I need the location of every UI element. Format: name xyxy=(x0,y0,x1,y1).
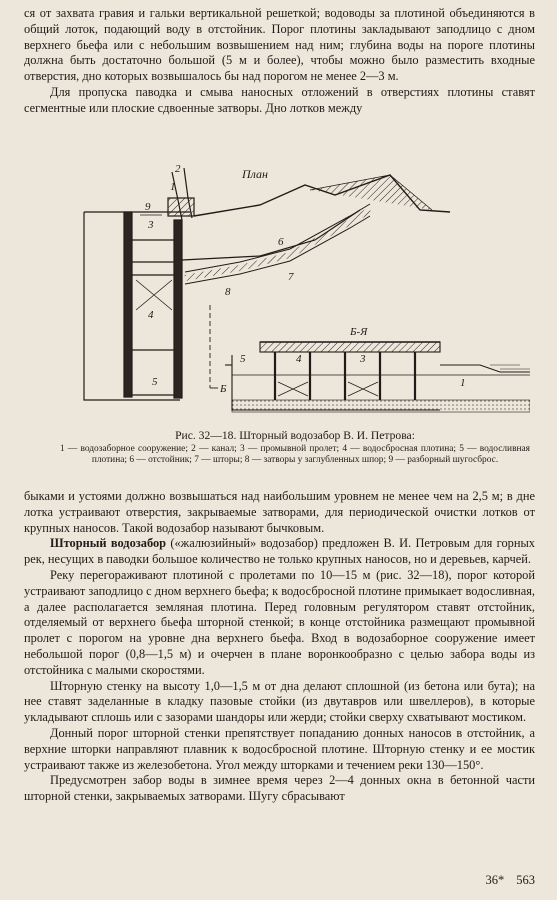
paragraph-continuation: ся от захвата гравия и гальки вертикальной решеткой; водоводы за плотиной объединяются в общий лоток, подающий воду в отстойник. Порог плотины закладывают заподлицо с дном верхнего бьефа или с небольшим возвышением над ним; глубина воды на пороге плотины должна быть достаточно большой (5 м и более), чтобы можно было разместить входные отверстия, дно которых возвышалось бы над порогом не менее 2—3 м. xyxy=(24,6,535,84)
paragraph-curtain-intake: Шторный водозабор («жалюзийный» водозабор) предложен В. И. Петровым для горных рек, несущих в паводки большое количество не только крупных наносов, но и деревьев, карчей. xyxy=(24,536,535,567)
plan-view xyxy=(84,168,450,400)
label-8: 8 xyxy=(225,286,231,298)
section-label-3: 3 xyxy=(360,353,366,365)
section-label: Б-Я xyxy=(350,326,368,338)
section-label-5: 5 xyxy=(240,353,246,365)
cut-label: Б xyxy=(220,383,227,395)
caption-title: Рис. 32—18. Шторный водозабор В. И. Петрова: xyxy=(175,429,415,442)
page-footer xyxy=(474,873,536,888)
section-label-4: 4 xyxy=(296,353,302,365)
label-7: 7 xyxy=(288,271,294,283)
label-5: 5 xyxy=(152,376,158,388)
label-1: 1 xyxy=(170,181,176,193)
label-3: 3 xyxy=(148,219,154,231)
plan-label: План xyxy=(242,167,268,181)
paragraph-winter-intake: Предусмотрен забор воды в зимнее время через 2—4 донных окна в бетонной части шторной стенки, закрываемых затворами. Шугу сбрасывают xyxy=(24,773,535,804)
section-label-1: 1 xyxy=(460,377,466,389)
label-4: 4 xyxy=(148,309,154,321)
section-view xyxy=(225,342,530,412)
caption-legend: 1 — водозаборное сооружение; 2 — канал; 3 — промывной пролет; 4 — водосбросная плотина; 5 — водосливная плотина; 6 — отстойник; 7 — шторы; 8 — затворы у заглубленных шпор; 9 — разборный шугосброс. xyxy=(60,443,530,466)
top-text-block xyxy=(24,6,535,117)
label-6: 6 xyxy=(278,236,284,248)
figure-intake-diagram xyxy=(60,160,530,430)
paragraph-bottom-sill: Донный порог шторной стенки препятствует попаданию донных наносов в отстойник, а верхние шторки направляют плавник к водосбросной плотине. Шторную стенку и ее мостик устраивают также из железобетона. Угол между шторками и течением реки 130—150°. xyxy=(24,725,535,772)
sheet-mark: 36* xyxy=(485,873,505,887)
label-9: 9 xyxy=(145,201,151,213)
label-2: 2 xyxy=(175,163,181,175)
paragraph-dam-layout: Реку перегораживают плотиной с пролетами по 10—15 м (рис. 32—18), порог которой устраивают заподлицо с дном верхнего бьефа; к водосбросной плотине примыкает водосливная, а далее располагается земляная плотина. Перед головным регулятором ставят отстойник, отделяемый от верхнего бьефа шторной стенкой; в конце отстойника размещают промывной пролет с порогом на уровне дна верхнего бьефа. Вход в водозаборное сооружение имеет небольшой порог (0,8—1,5 м) и очерчен в плане воронкообразно с целью забора воды из отстойника с малыми скоростями. xyxy=(24,567,535,677)
paragraph-curtain-wall: Шторную стенку на высоту 1,0—1,5 м от дна делают сплошной (из бетона или бута); на нее ставят заделанные в кладку пазовые стойки (из двутавров или швеллеров), в которые укладывают сплошь или с зазорами шандоры или жерди; стойки сверху схватывают мостиком. xyxy=(24,678,535,725)
section-heading: Шторный водозабор xyxy=(50,536,167,551)
plan-labels xyxy=(145,163,294,395)
paragraph-piers: быками и устоями должно возвышаться над наибольшим уровнем не менее чем на 2,5 м; в дне лотка устраивают отверстия, закрываемые затворами, для периодической очистки лотков от крупных наносов. Такой водозабор называют бычковым. xyxy=(24,489,535,535)
page-number: 563 xyxy=(516,873,535,887)
bottom-text-block xyxy=(24,489,535,805)
section-labels xyxy=(240,326,466,389)
intake-drawing xyxy=(60,160,530,430)
figure-caption xyxy=(60,430,530,467)
paragraph-flood-gates: Для пропуска паводка и смыва наносных отложений в отверстиях плотины ставят сегментные или плоские сдвоенные затворы. Дно лотков между xyxy=(24,84,535,115)
